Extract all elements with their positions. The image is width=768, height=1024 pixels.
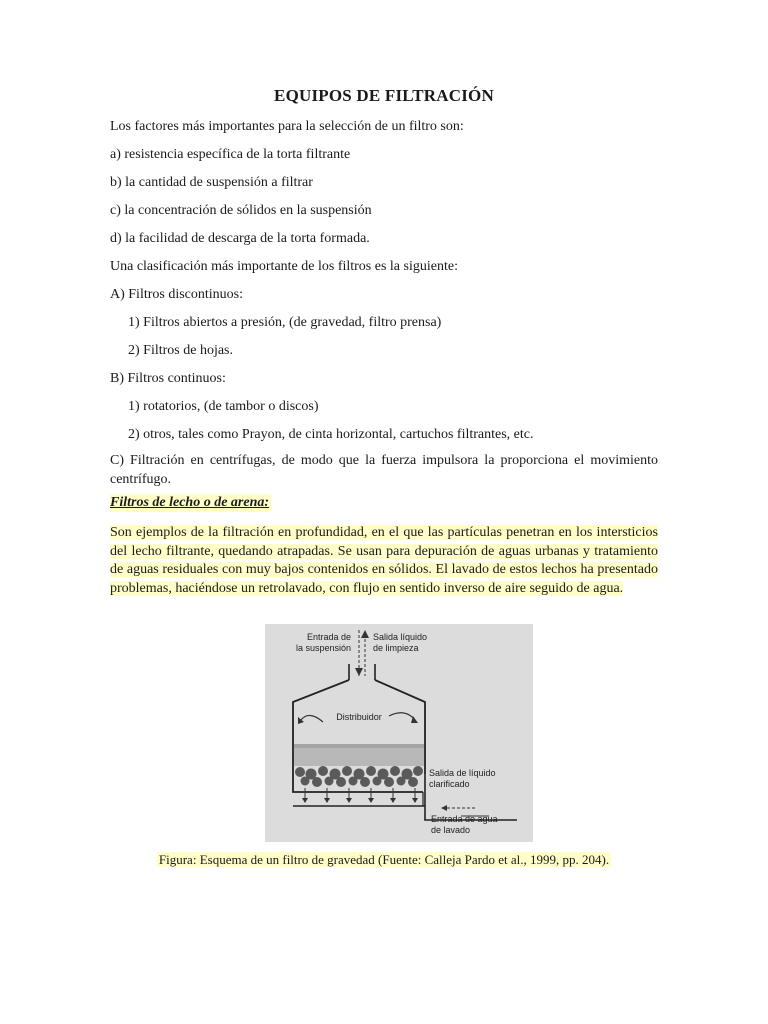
group-a-item: 1) Filtros abiertos a presión, (de gravedad, filtro prensa) — [128, 315, 442, 330]
label-wash-2: de lavado — [431, 825, 471, 835]
section-paragraph — [110, 524, 658, 598]
factor-item: c) la concentración de sólidos en la suspensión — [110, 203, 372, 218]
label-outlet-1: Salida líquido — [373, 632, 428, 642]
group-a-label: A) Filtros discontinuos: — [110, 287, 244, 302]
factor-item: b) la cantidad de suspensión a filtrar — [110, 175, 313, 190]
drain-arrows — [305, 788, 415, 800]
classification-intro: Una clasificación más importante de los filtros es la siguiente: — [110, 259, 458, 274]
figure-caption-text: Figura: Esquema de un filtro de gravedad (Fuente: Calleja Pardo et al., 1999, pp. 204). — [158, 852, 610, 867]
figure-caption — [0, 852, 768, 868]
outlet-arrow-icon — [361, 630, 369, 638]
inlet-arrow-icon — [355, 668, 363, 676]
label-inlet-2: la suspensión — [295, 643, 351, 653]
label-distributor: Distribuidor — [336, 712, 382, 722]
label-inlet-1: Entrada de — [306, 632, 351, 642]
label-wash-1: Entrada de agua — [431, 814, 498, 824]
label-outlet-2: de limpieza — [373, 643, 419, 653]
label-clarified-1: Salida de líquido — [429, 768, 496, 778]
group-a-item: 2) Filtros de hojas. — [128, 343, 233, 358]
group-b-item: 1) rotatorios, (de tambor o discos) — [128, 399, 319, 414]
label-clarified-2: clarificado — [429, 779, 470, 789]
section-paragraph-text: Son ejemplos de la filtración en profundidad, en el que las partículas penetran en los intersticios del lecho filtrante, quedando atrapadas. Se usan para depuración de aguas urbanas y tratamiento de aguas residuales con muy bajos contenidos en sólidos. El lavado de estos lechos ha presentado problemas, haciéndose un retrolavado, con flujo en sentido inverso de aire seguido de agua. — [110, 525, 658, 596]
factor-item: a) resistencia específica de la torta filtrante — [110, 147, 351, 162]
gravel-layer — [295, 766, 423, 787]
group-c-paragraph: C) Filtración en centrífugas, de modo que la fuerza impulsora la proporciona el movimiento centrífugo. — [110, 453, 658, 487]
page-title: EQUIPOS DE FILTRACIÓN — [274, 86, 494, 105]
clarified-arrow-icon — [441, 805, 447, 811]
intro-text: Los factores más importantes para la selección de un filtro son: — [110, 119, 464, 134]
section-heading: Filtros de lecho o de arena: — [110, 495, 270, 510]
gravity-filter-figure — [265, 624, 533, 842]
group-b-item: 2) otros, tales como Prayon, de cinta horizontal, cartuchos filtrantes, etc. — [128, 427, 534, 442]
factor-item: d) la facilidad de descarga de la torta formada. — [110, 231, 370, 246]
group-b-label: B) Filtros continuos: — [110, 371, 226, 386]
